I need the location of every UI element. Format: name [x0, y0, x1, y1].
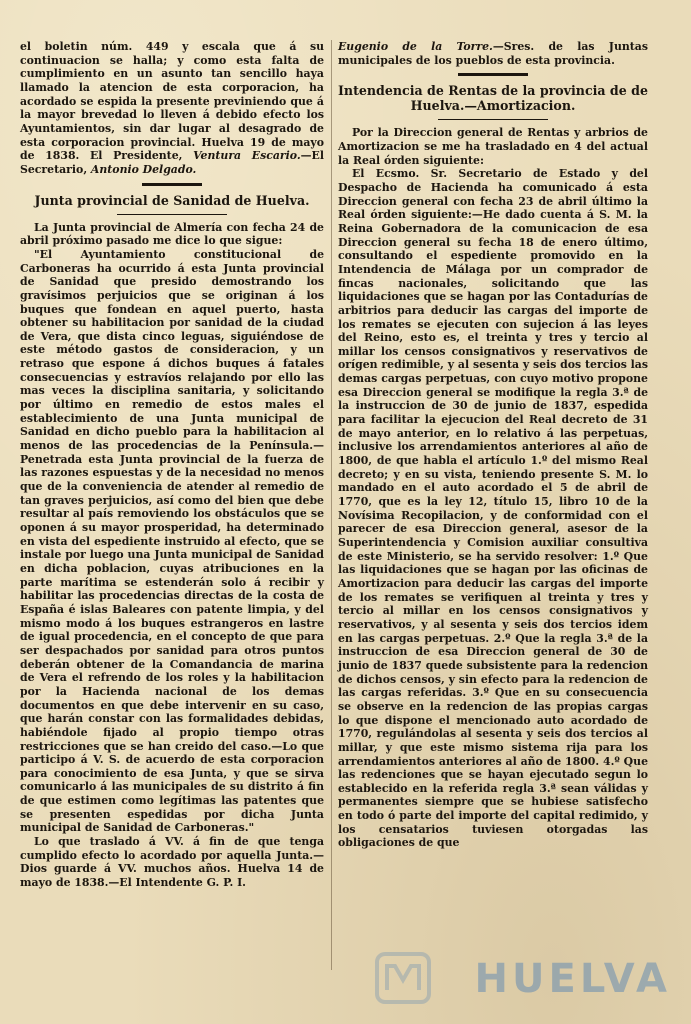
section-separator	[142, 183, 202, 186]
sanidad-paragraph-2: "El Ayuntamiento constitucional de Carboneras ha ocurrido á esta Junta provincial de Sanidad que presido demostrando los gravísimos perjuicios que se originan á los buques que fondean en aquel puerto, hasta obtener su habilitacion por sanidad de la ciudad de Vera, que dista cinco leguas, siguiéndose de este método gastos de consideracion, y un retraso que espone á dichos buques á fatales consecuencias y estravíos relajando por ello las mas veces la disciplina sanitaria, y solicitando por último en remedio de estos males el establecimiento de una Junta municipal de Sanidad en dicho pueblo para la habilitacion al menos de las procedencias de la Península.—Penetrada esta Junta provincial de la fuerza de las razones espuestas y de la necesidad no menos que de la conveniencia de atender al remedio de tan graves perjuicios, así como del bien que debe resultar al país removiendo los obstáculos que se oponen á su mayor prosperidad, ha determinado en vista del espediente instruido al efecto, que se instale por luego una Junta municipal de Sanidad en dicha poblacion, cuyas atribuciones en la parte marítima se estenderán solo á recibir y habilitar las procedencias directas de la costa de España é islas Baleares con patente limpia, y del mismo modo á los buques estrangeros en lastre de igual procedencia, en el concepto de que para ser despachados por sanidad para otros puntos deberán obtener de la Comandancia de marina de Vera el refrendo de los roles y la habilitacion por la Hacienda nacional de los demas documentos en que debe intervenir en su caso, que harán constar con las formalidades debidas, habiéndole fijado al propio tiempo otras restricciones que se han creido del caso.—Lo que participo á V. S. de acuerdo de esta corporacion para conocimiento de esa Junta, y que se sirva comunicarlo á las municipales de su distrito á fin de que estimen como legítimas las patentes que se presenten espedidas por dicha Junta municipal de Sanidad de Carboneras."	[20, 247, 324, 835]
watermark-emblem-mark	[387, 966, 419, 990]
section-heading-amortizacion: Intendencia de Rentas de la provincia de de Huelva.—Amortizacion.	[338, 83, 648, 114]
sanidad-paragraph-1: La Junta provincial de Almería con fecha 24 de abril próximo pasado me dice lo que sigue:	[20, 220, 324, 248]
section-separator-right	[458, 73, 528, 76]
amortizacion-paragraph-1: Por la Direccion general de Rentas y arbrios de Amortizacion se me ha trasladado en 4 del actual la Real órden siguiente:	[338, 126, 648, 167]
left-continuation: el boletin núm. 449 y escala que á su continuacion se halla; y como esta falta de cumplimiento en un asunto tan sencillo haya llamado la atencion de esta corporacion, ha acordado se espida la presente previniendo que á la mayor brevedad lo lleven á debido efecto los Ayuntamientos, sin dar lugar al desagrado de esta corporacion provincial. Huelva 19 de mayo de 1838. El Presidente, Ventura Escario.—El Secretario, Antonio Delgado.	[20, 40, 324, 176]
heading-rule-right	[438, 119, 548, 120]
heading-rule	[117, 214, 227, 215]
sanidad-paragraph-3: Lo que traslado á VV. á fin de que tenga cumplido efecto lo acordado por aquella Junta.—Dios guarde á VV. muchos años. Huelva 14 de mayo de 1838.—El Intendente G. P. I.	[20, 835, 324, 890]
column-divider	[331, 40, 332, 970]
section-heading-sanidad: Junta provincial de Sanidad de Huelva.	[34, 192, 310, 208]
right-column	[338, 40, 648, 850]
left-column	[20, 40, 324, 890]
watermark-text: HUELVA	[474, 956, 671, 1002]
amortizacion-paragraph-2: El Ecsmo. Sr. Secretario de Estado y del Despacho de Hacienda ha comunicado á esta Direccion general con fecha 23 de abril último la Real órden siguiente:—He dado cuenta á S. M. la Reina Gobernadora de la comunicacion de esa Direccion general su fecha 18 de enero último, consultando el espediente promovido en la Intendencia de Málaga por un comprador de fincas nacionales, solicitando que las liquidaciones que se hagan por las Contadurías de arbitrios para deducir las cargas del importe de los remates se ejecuten con sujecion á las leyes del Reino, esto es, el treinta y tres y tercio al millar los censos consignativos y reservativos de orígen redimible, y al sesenta y seis dos tercios las demas cargas perpetuas, con cuyo motivo propone esa Direccion general se modifique la regla 3.ª de la instruccion de 30 de junio de 1837, espedida para facilitar la ejecucion del Real decreto de 31 de mayo anterior, en lo relativo á las perpetuas, inclusive los arrendamientos anteriores al año de 1800, de que habla el artículo 1.º del mismo Real decreto; y en su vista, teniendo presente S. M. lo mandado en el auto acordado el 5 de abril de 1770, que es la ley 12, título 15, libro 10 de la Novísima Recopilacion, y de conformidad con el parecer de esa Direccion general, asesor de la Superintendencia y Comision auxiliar consultiva de este Ministerio, se ha servido resolver: 1.º Que las liquidaciones que se hagan por las oficinas de Amortizacion para deducir las cargas del importe de los remates se verifiquen al treinta y tres y tercio al millar en los censos consignativos y reservativos, y al sesenta y seis dos tercios idem en las cargas perpetuas. 2.º Que la regla 3.ª de la instruccion de esa Direccion general de 30 de junio de 1837 quede subsistente para la redencion de dichos censos, y sin efecto para la redencion de las cargas referidas. 3.º Que en su consecuencia se observe en la redencion de las propias cargas lo que dispone el mencionado auto acordado de 1770, regulándolas al sesenta y seis dos tercios al millar, y que este mismo sistema rija para los arrendamientos anteriores al año de 1800. 4.º Que las redenciones que se hayan ejecutado segun lo establecido en la referida regla 3.ª sean válidas y permanentes siempre que se hubiese satisfecho en todo ó parte del importe del capital redimido, y los censatarios tuviesen otorgadas las obligaciones de que	[338, 167, 648, 850]
right-continuation: Eugenio de la Torre.—Sres. de las Juntas municipales de los pueblos de esta provincia.	[338, 40, 648, 67]
